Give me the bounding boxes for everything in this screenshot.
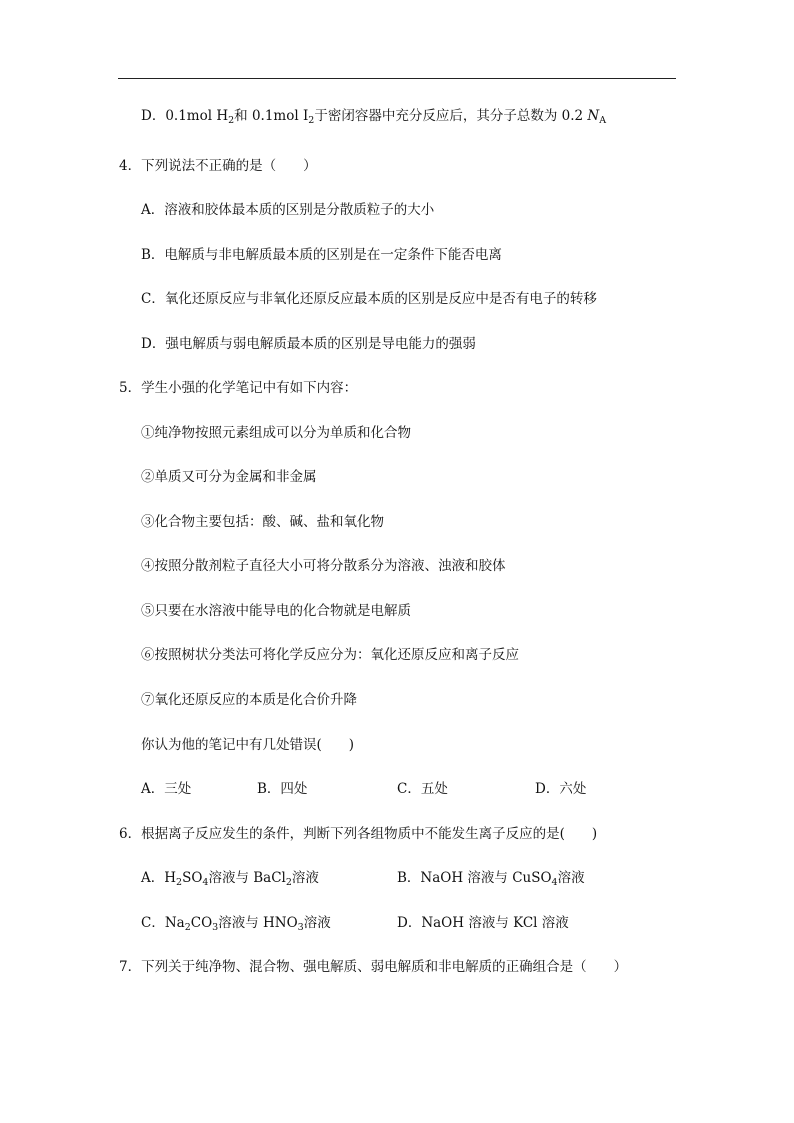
q5-stem: 5．学生小强的化学笔记中有如下内容： [119, 380, 358, 396]
q5-note: ⑥按照树状分类法可将化学反应分为：氧化还原反应和离子反应 [141, 647, 519, 663]
subscript: 4 [551, 877, 558, 888]
text: 溶液 [291, 870, 319, 886]
subscript: 2 [176, 877, 183, 888]
avogadro-symbol: N [587, 108, 600, 124]
subscript: 2 [228, 115, 235, 126]
q5-note: ⑦氧化还原反应的本质是化合价升降 [141, 692, 357, 708]
q5-note: ②单质又可分为金属和非金属 [141, 469, 317, 485]
q5-question: 你认为他的笔记中有几处错误( ) [141, 737, 355, 753]
q6-option-a [141, 870, 319, 888]
q4-option-b: B．电解质与非电解质最本质的区别是在一定条件下能否电离 [141, 247, 502, 263]
subscript: 3 [212, 922, 219, 933]
text: 溶液与 HNO [218, 915, 298, 931]
text: C．Na [141, 915, 185, 931]
q6-option-c [141, 915, 331, 933]
subscript: 3 [297, 922, 304, 933]
q6-option-b [397, 870, 585, 888]
q4-option-d: D．强电解质与弱电解质最本质的区别是导电能力的强弱 [141, 336, 476, 352]
q5-note: ①纯净物按照元素组成可以分为单质和化合物 [141, 425, 411, 441]
q5-option-b: B．四处 [257, 781, 308, 797]
text: B．NaOH 溶液与 CuSO [397, 870, 552, 886]
q5-option-c: C．五处 [397, 781, 448, 797]
subscript: 2 [308, 115, 315, 126]
q4-option-c: C．氧化还原反应与非氧化还原反应最本质的区别是反应中是否有电子的转移 [141, 291, 597, 307]
text: 溶液 [557, 870, 585, 886]
q5-option-a: A．三处 [141, 781, 192, 797]
q5-note: ③化合物主要包括：酸、碱、盐和氧化物 [141, 514, 384, 530]
text: SO [182, 870, 203, 886]
text: 溶液与 BaCl [208, 870, 286, 886]
header-rule [118, 78, 676, 79]
q4-option-a: A．溶液和胶体最本质的区别是分散质粒子的大小 [141, 202, 435, 218]
text: A．H [141, 870, 177, 886]
q5-option-d: D．六处 [535, 781, 587, 797]
q6-option-d: D．NaOH 溶液与 KCl 溶液 [397, 915, 569, 931]
text: 和 0.1mol I [234, 108, 309, 124]
q4-stem: 4．下列说法不正确的是（ ） [119, 158, 317, 174]
q7-stem: 7．下列关于纯净物、混合物、强电解质、弱电解质和非电解质的正确组合是（ ） [119, 959, 628, 975]
text: 溶液 [303, 915, 331, 931]
q5-note: ④按照分散剂粒子直径大小可将分散系分为溶液、浊液和胶体 [141, 558, 506, 574]
subscript: 4 [202, 877, 209, 888]
subscript: 2 [285, 877, 292, 888]
subscript: 2 [184, 922, 191, 933]
subscript: A [599, 115, 607, 126]
q3-option-d [141, 108, 606, 126]
text: CO [190, 915, 213, 931]
q5-note: ⑤只要在水溶液中能导电的化合物就是电解质 [141, 603, 411, 619]
q6-stem: 6．根据离子反应发生的条件，判断下列各组物质中不能发生离子反应的是( ) [119, 826, 598, 842]
text: 于密闭容器中充分反应后，其分子总数为 0.2 [314, 108, 588, 124]
text: D．0.1mol H [141, 108, 229, 124]
